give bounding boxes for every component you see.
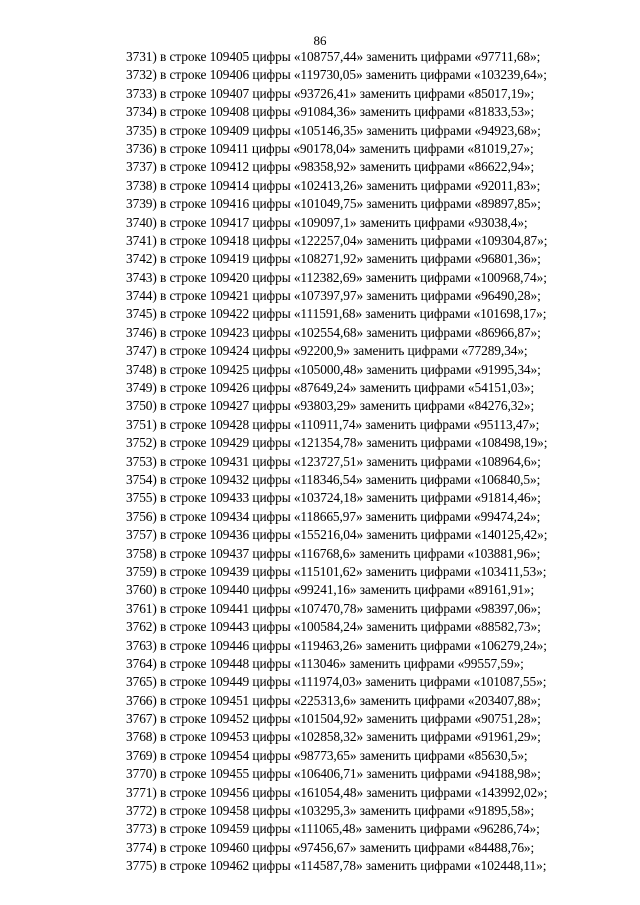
amendment-line: 3758) в строке 109437 цифры «116768,6» заменить цифрами «103881,96»; [126, 545, 541, 561]
amendment-line: 3732) в строке 109406 цифры «119730,05» заменить цифрами «103239,64»; [126, 67, 547, 83]
amendment-line: 3767) в строке 109452 цифры «101504,92» заменить цифрами «90751,28»; [126, 711, 541, 727]
amendment-line: 3748) в строке 109425 цифры «105000,48» заменить цифрами «91995,34»; [126, 361, 541, 377]
amendment-line: 3742) в строке 109419 цифры «108271,92» заменить цифрами «96801,36»; [126, 251, 541, 267]
amendment-line: 3775) в строке 109462 цифры «114587,78» заменить цифрами «102448,11»; [126, 858, 547, 874]
amendment-line: 3774) в строке 109460 цифры «97456,67» заменить цифрами «84488,76»; [126, 839, 535, 855]
amendment-line: 3734) в строке 109408 цифры «91084,36» заменить цифрами «81833,53»; [126, 104, 535, 120]
page-number: 86 [313, 33, 327, 48]
amendment-line: 3771) в строке 109456 цифры «161054,48» заменить цифрами «143992,02»; [126, 784, 548, 800]
amendment-line: 3750) в строке 109427 цифры «93803,29» заменить цифрами «84276,32»; [126, 398, 535, 414]
amendment-line: 3754) в строке 109432 цифры «118346,54» заменить цифрами «106840,5»; [126, 471, 541, 487]
amendment-line: 3757) в строке 109436 цифры «155216,04» заменить цифрами «140125,42»; [126, 527, 548, 543]
amendment-line: 3738) в строке 109414 цифры «102413,26» заменить цифрами «92011,83»; [126, 177, 541, 193]
amendment-line: 3741) в строке 109418 цифры «122257,04» заменить цифрами «109304,87»; [126, 232, 548, 248]
amendment-line: 3747) в строке 109424 цифры «92200,9» заменить цифрами «77289,34»; [126, 343, 528, 359]
amendment-line: 3765) в строке 109449 цифры «111974,03» заменить цифрами «101087,55»; [126, 674, 547, 690]
amendment-line: 3766) в строке 109451 цифры «225313,6» заменить цифрами «203407,88»; [126, 692, 541, 708]
amendment-line: 3731) в строке 109405 цифры «108757,44» заменить цифрами «97711,68»; [126, 49, 541, 64]
amendment-line: 3763) в строке 109446 цифры «119463,26» заменить цифрами «106279,24»; [126, 637, 547, 653]
amendment-line: 3733) в строке 109407 цифры «93726,41» заменить цифрами «85017,19»; [126, 85, 535, 101]
amendment-line: 3751) в строке 109428 цифры «110911,74» заменить цифрами «95113,47»; [126, 416, 540, 432]
amendment-line: 3740) в строке 109417 цифры «109097,1» заменить цифрами «93038,4»; [126, 214, 528, 230]
amendment-line: 3737) в строке 109412 цифры «98358,92» заменить цифрами «86622,94»; [126, 159, 535, 175]
amendment-line: 3764) в строке 109448 цифры «113046» заменить цифрами «99557,59»; [126, 655, 524, 671]
amendment-line: 3769) в строке 109454 цифры «98773,65» заменить цифрами «85630,5»; [126, 747, 528, 763]
amendment-line: 3743) в строке 109420 цифры «112382,69» заменить цифрами «100968,74»; [126, 269, 547, 285]
amendment-line: 3762) в строке 109443 цифры «100584,24» заменить цифрами «88582,73»; [126, 619, 541, 635]
amendment-line: 3761) в строке 109441 цифры «107470,78» заменить цифрами «98397,06»; [126, 600, 541, 616]
amendment-line: 3755) в строке 109433 цифры «103724,18» заменить цифрами «91814,46»; [126, 490, 541, 506]
amendment-line: 3759) в строке 109439 цифры «115101,62» заменить цифрами «103411,53»; [126, 563, 547, 579]
amendment-line: 3745) в строке 109422 цифры «111591,68» заменить цифрами «101698,17»; [126, 306, 547, 322]
amendment-line: 3739) в строке 109416 цифры «101049,75» заменить цифрами «89897,85»; [126, 196, 541, 212]
amendment-list [126, 48, 606, 876]
amendment-line: 3770) в строке 109455 цифры «106406,71» заменить цифрами «94188,98»; [126, 766, 541, 782]
amendment-line: 3735) в строке 109409 цифры «105146,35» заменить цифрами «94923,68»; [126, 122, 541, 138]
amendment-line: 3736) в строке 109411 цифры «90178,04» заменить цифрами «81019,27»; [126, 140, 534, 156]
amendment-line: 3752) в строке 109429 цифры «121354,78» заменить цифрами «108498,19»; [126, 435, 548, 451]
amendment-line: 3756) в строке 109434 цифры «118665,97» заменить цифрами «99474,24»; [126, 508, 541, 524]
amendment-line: 3746) в строке 109423 цифры «102554,68» заменить цифрами «86966,87»; [126, 324, 541, 340]
amendment-line: 3773) в строке 109459 цифры «111065,48» заменить цифрами «96286,74»; [126, 821, 540, 837]
amendment-line: 3749) в строке 109426 цифры «87649,24» заменить цифрами «54151,03»; [126, 380, 535, 396]
amendment-line: 3772) в строке 109458 цифры «103295,3» заменить цифрами «91895,58»; [126, 803, 535, 819]
amendment-line: 3768) в строке 109453 цифры «102858,32» заменить цифрами «91961,29»; [126, 729, 541, 745]
amendment-line: 3753) в строке 109431 цифры «123727,51» заменить цифрами «108964,6»; [126, 453, 541, 469]
amendment-line: 3760) в строке 109440 цифры «99241,16» заменить цифрами «89161,91»; [126, 582, 535, 598]
amendment-line: 3744) в строке 109421 цифры «107397,97» заменить цифрами «96490,28»; [126, 288, 541, 304]
